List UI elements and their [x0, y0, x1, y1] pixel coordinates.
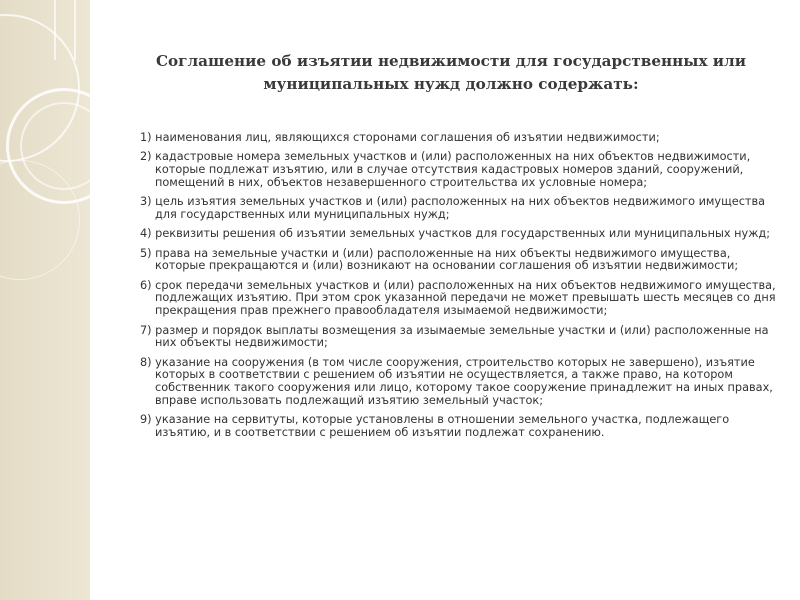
decorative-side-strip	[0, 0, 90, 600]
list-item: 5) права на земельные участки и (или) расположенные на них объекты недвижимого имущества, которые прекращаются и (или) возникают на основании соглашения об изъятии недвижимости;	[140, 246, 739, 273]
list-item: 3) цель изъятия земельных участков и (или) расположенных на них объектов недвижимого имущества для государственных или муниципальных нужд;	[140, 195, 766, 221]
list-item: 6) срок передачи земельных участков и (или) расположенных на них объектов недвижимого имущества, подлежащих изъятию. При этом срок указанной передачи не может превышать шесть месяцев со дня прекращения прав прежнего правообладателя изымаемой недвижимости;	[140, 278, 776, 318]
list-item: 8) указание на сооружения (в том числе сооружения, строительство которых не завершено), изъятие которых в соответствии с решением об изъятии не осуществляется, а также право, на котором собственник такого сооружения или лицо, которому такое сооружение принадлежит на иных правах, вправе использовать подлежащий изъятию земельный участок;	[140, 355, 773, 408]
slide-title: Соглашение об изъятии недвижимости для государственных или муниципальных нужд должно содержать:	[155, 52, 747, 93]
list-item: 4) реквизиты решения об изъятии земельных участков для государственных или муниципальных нужд;	[140, 227, 771, 241]
list-item: 9) указание на сервитуты, которые установлены в отношении земельного участка, подлежащего изъятию, и в соответствии с решением об изъятии подлежат сохранению.	[140, 413, 730, 440]
list-item: 1) наименования лиц, являющихся сторонами соглашения об изъятии недвижимости;	[140, 131, 660, 144]
requirements-list	[140, 132, 780, 446]
list-item: 7) размер и порядок выплаты возмещения за изымаемые земельные участки и (или) расположенные на них объекты недвижимости;	[140, 323, 769, 350]
list-item: 2) кадастровые номера земельных участков и (или) расположенных на них объектов недвижимости, которые подлежат изъятию, или в случае отсутствия кадастровых номеров зданий, сооружений, помещений в них, объектов незавершенного строительства их условные номера;	[140, 150, 751, 189]
slide-content	[91, 0, 800, 600]
